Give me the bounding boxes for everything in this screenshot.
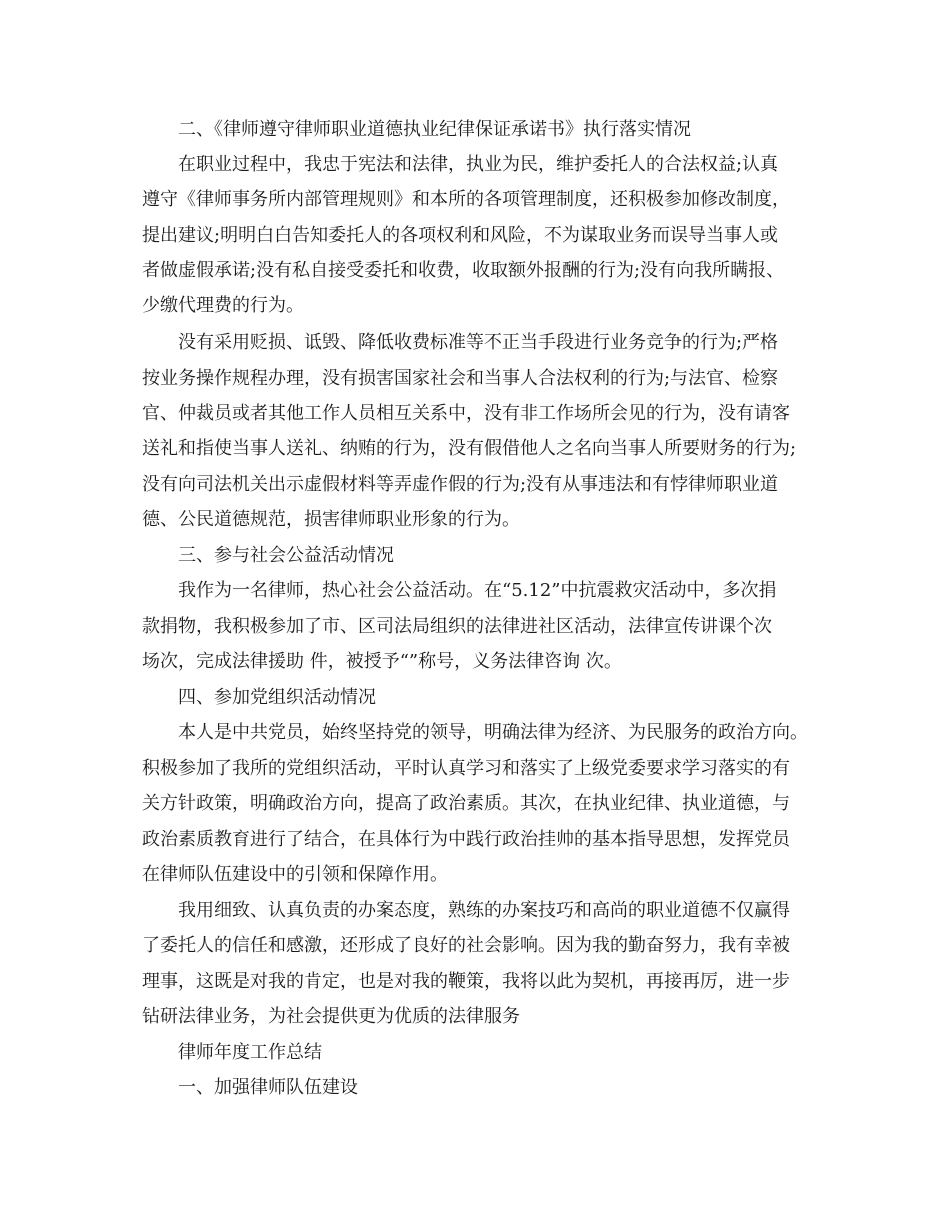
section-heading-3: 三、参与社会公益活动情况 [178,545,394,566]
paragraph-line: 送礼和指使当事人送礼、纳贿的行为，没有假借他人之名向当事人所要财务的行为; [142,438,797,459]
paragraph-line: 我作为一名律师，热心社会公益活动。在“5.12”中抗震救灾活动中，多次捐 [178,580,777,601]
section-heading-4: 四、参加党组织活动情况 [178,687,376,708]
paragraph-line: 少缴代理费的行为。 [142,295,304,316]
paragraph-line: 按业务操作规程办理，没有损害国家社会和当事人合法权利的行为;与法官、检察 [142,368,779,389]
paragraph-line: 没有采用贬损、诋毁、降低收费标准等不正当手段进行业务竞争的行为;严格 [178,332,779,353]
paragraph-line: 提出建议;明明白白告知委托人的各项权利和风险，不为谋取业务而误导当事人或 [142,225,779,246]
paragraph-line: 场次，完成法律援助 件，被授予“”称号，义务法律咨询 次。 [142,651,622,672]
section-heading-2: 二、《律师遵守律师职业道德执业纪律保证承诺书》执行落实情况 [178,119,691,140]
paragraph-line: 本人是中共党员，始终坚持党的领导，明确法律为经济、为民服务的政治方向。 [178,722,808,743]
section-heading-1: 一、加强律师队伍建设 [178,1077,358,1098]
paragraph-line: 款捐物，我积极参加了市、区司法局组织的法律进社区活动，法律宣传讲课个次 [142,616,772,637]
paragraph-line: 钻研法律业务，为社会提供更为优质的法律服务 [142,1006,520,1027]
paragraph-line: 政治素质教育进行了结合，在具体行为中践行政治挂帅的基本指导思想，发挥党员 [142,829,790,850]
paragraph-line: 官、仲裁员或者其他工作人员相互关系中，没有非工作场所会见的行为，没有请客 [142,403,790,424]
paragraph-line: 积极参加了我所的党组织活动，平时认真学习和落实了上级党委要求学习落实的有 [142,758,790,779]
paragraph-line: 了委托人的信任和感激，还形成了良好的社会影响。因为我的勤奋努力，我有幸被 [142,935,790,956]
paragraph-line: 我用细致、认真负责的办案态度，熟练的办案技巧和高尚的职业道德不仅赢得 [178,900,790,921]
paragraph-line: 关方针政策，明确政治方向，提高了政治素质。其次，在执业纪律、执业道德，与 [142,793,790,814]
summary-title: 律师年度工作总结 [178,1042,322,1063]
paragraph-line: 遵守《律师事务所内部管理规则》和本所的各项管理制度，还积极参加修改制度， [142,189,790,210]
paragraph-line: 在律师队伍建设中的引领和保障作用。 [142,864,448,885]
paragraph-line: 理事，这既是对我的肯定，也是对我的鞭策，我将以此为契机，再接再厉，进一步 [142,971,790,992]
paragraph-line: 在职业过程中，我忠于宪法和法律，执业为民，维护委托人的合法权益;认真 [178,154,779,175]
paragraph-line: 者做虚假承诺;没有私自接受委托和收费，收取额外报酬的行为;没有向我所瞒报、 [142,260,785,281]
paragraph-line: 德、公民道德规范，损害律师职业形象的行为。 [142,509,520,530]
paragraph-line: 没有向司法机关出示虚假材料等弄虚作假的行为;没有从事违法和有悖律师职业道 [142,474,779,495]
